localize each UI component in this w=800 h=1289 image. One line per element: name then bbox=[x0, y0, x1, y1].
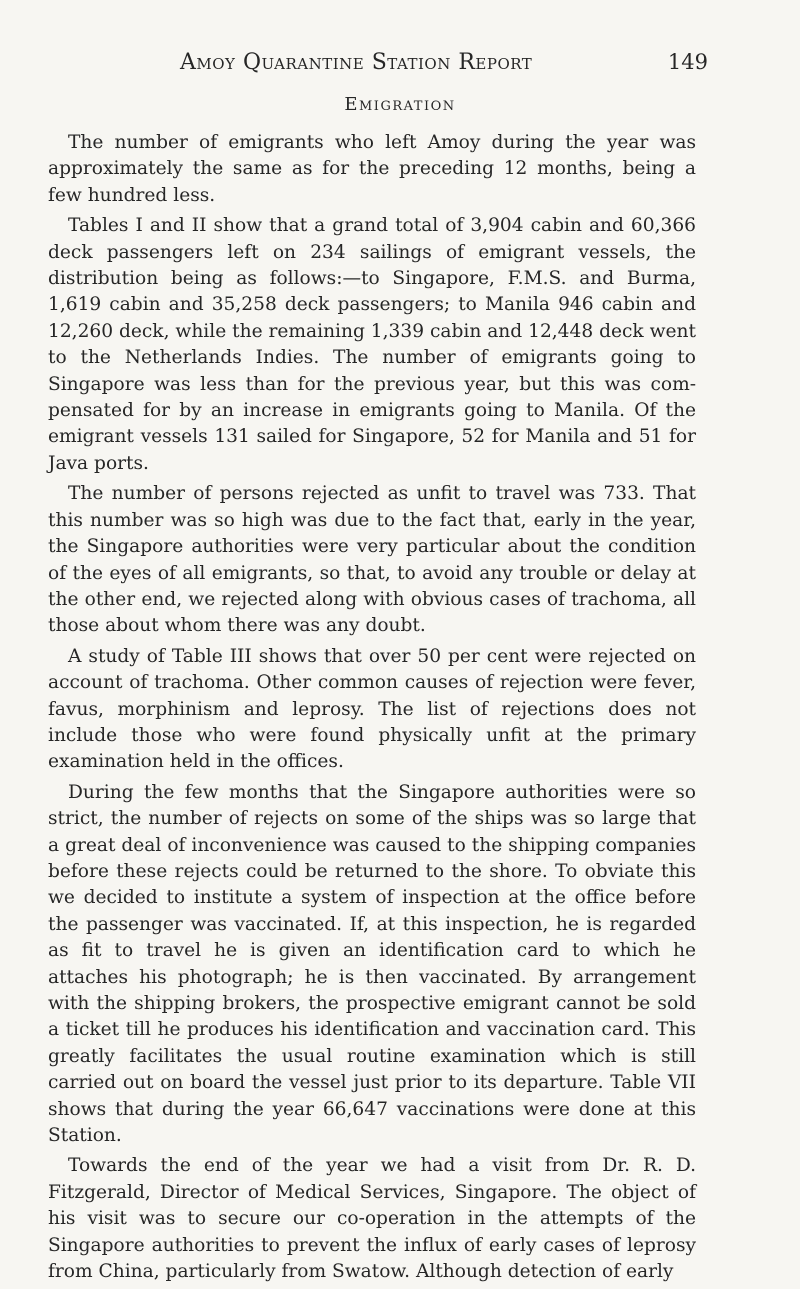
body-text bbox=[48, 130, 696, 1289]
page-number: 149 bbox=[667, 50, 708, 74]
paragraph-5: During the few months that the Singapore authorities were so strict, the number of rejects on some of the ships was so large that a great deal of inconvenience was caused to the shipping companies before these rejects could be returned to the shore. To obviate this we decided to institute a system of inspection at the office before the passenger was vaccinated. If, at this inspection, he is regarded as fit to travel he is given an identification card to which he attaches his photograph; he is then vaccinated. By arrangement with the shipping brokers, the prospective emigrant cannot be sold a ticket till he produces his identification and vaccination card. This greatly facilitates the usual routine examination which is still carried out on board the vessel just prior to its departure. Table VII shows that during the year 66,647 vaccinations were done at this Station. bbox=[48, 781, 696, 1147]
section-title: Emigration bbox=[344, 94, 456, 115]
running-title: Amoy Quarantine Station Report bbox=[180, 50, 533, 75]
paragraph-1: The number of emigrants who left Amoy during the year was approximately the same as for the preceding 12 months, being a few hundred less. bbox=[48, 132, 696, 206]
paragraph-3: The number of persons rejected as unfit to travel was 733. That this number was so high was due to the fact that, early in the year, the Singapore authorities were very particular about the condition of the eyes of all emigrants, so that, to avoid any trouble or delay at the other end, we rejected along with obvious cases of trachoma, all those about whom there was any doubt. bbox=[48, 483, 696, 637]
paragraph-6: Towards the end of the year we had a visit from Dr. R. D. Fitzgerald, Director of Medical Services, Singapore. The object of his visit was to secure our co-operation in the attempts of the Singapore authorities to prevent the influx of early cases of leprosy from China, particularly from Swatow. Although detection of early bbox=[48, 1155, 696, 1283]
running-header bbox=[84, 50, 708, 82]
paragraph-4: A study of Table III shows that over 50 per cent were rejected on account of trachoma. Other common causes of rejection were fever, favus, morphinism and leprosy. The list of rejections does not include those who were found physically unfit at the primary examination held in the offices. bbox=[48, 645, 696, 773]
paragraph-2: Tables I and II show that a grand total of 3,904 cabin and 60,366 deck passengers left on 234 sailings of emigrant vessels, the distribution being as follows:—to Singapore, F.M.S. and Burma, 1,619 cabin and 35,258 deck passengers; to Manila 946 cabin and 12,260 deck, while the remaining 1,339 cabin and 12,448 deck went to the Netherlands Indies. The number of emigrants going to Singapore was less than for the previous year, but this was compensated for by an increase in emigrants going to Manila. Of the emigrant vessels 131 sailed for Singapore, 52 for Manila and 51 for Java ports. bbox=[48, 215, 696, 474]
